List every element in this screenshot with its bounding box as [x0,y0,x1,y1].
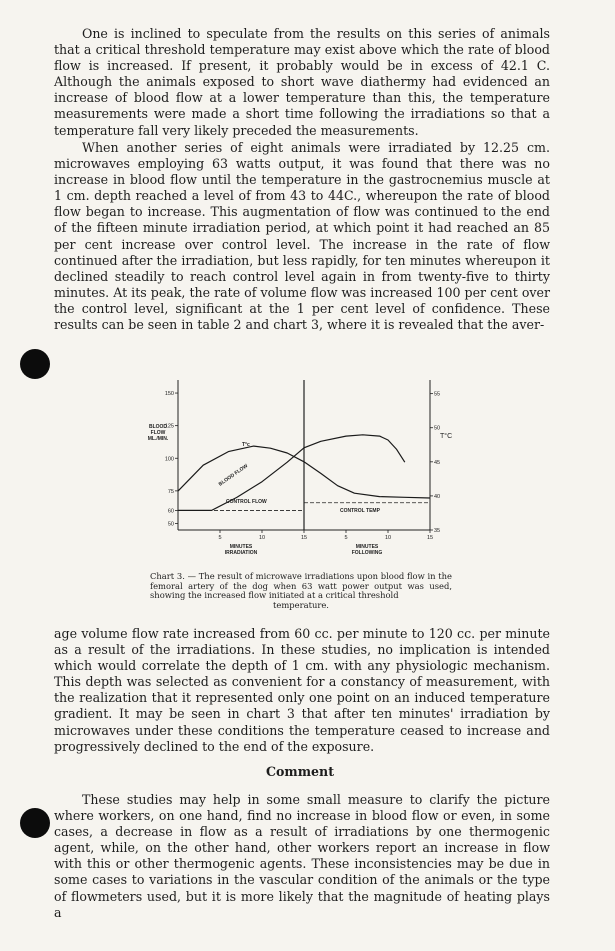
blood-flow-axis-label: BLOOD [148,424,168,430]
caption-end: temperature. [273,599,329,610]
temperature-axis-label: T°C [440,433,453,440]
left-tick-label: 125 [164,423,174,430]
x-axis-label-following: FOLLOWING [351,550,383,556]
x-tick-label: 10 [258,535,266,541]
x-tick-label: 10 [384,535,392,541]
section-heading-comment: Comment [265,764,335,779]
blood-flow-axis-label: FLOW [150,430,166,436]
x-tick-label: 15 [300,535,308,541]
x-axis-label-following: MINUTES [355,544,379,550]
right-tick-label: 55 [434,391,441,398]
right-tick-label: 45 [434,459,441,466]
right-tick-label: 50 [434,425,441,432]
left-tick-label: 50 [167,521,174,528]
x-axis-label-irradiation: IRRADIATION [224,550,258,556]
paragraph-comment: These studies may help in some small measure to clarify the picture where workers, on one hand, find no increase in blood flow or even, in some cases, a decrease in flow as a result of irradiations by one thermogenic agent, while, on the other hand, other workers report an increase in flow with this or other thermogenic agents. These inconsistencies may be due in some cases to variations in the vascular condition of the animals or the type of flowmeters used, but it is more likely that the magnitude of heating plays a [54,792,550,920]
paragraph-volume-flow: age volume flow rate increased from 60 cc. per minute to 120 cc. per minute as a result of the irradiations. In these studies, no implication is intended which would correlate the depth of 1 cm. with any physiologic mechanism. This depth was selected as convenient for a constancy of measurement, with the realization that it represented only one point on an induced temperature gradient. It may be seen in chart 3 that after ten minutes' irradiation by microwaves under these conditions the temperature ceased to increase and progressively declined to the end of the exposure. [54,626,550,754]
punch-hole-top [20,349,50,379]
left-tick-label: 150 [164,391,174,398]
right-tick-label: 35 [434,528,441,534]
right-tick-label: 40 [434,493,441,500]
blood-flow-axis-label: ML./MIN. [147,436,169,442]
temperature-series-label: T°c [242,442,250,448]
paragraph-threshold: One is inclined to speculate from the results on this series of animals that a critical threshold temperature may exist above which the rate of blood flow is increased. If present, it probably would be in excess of 42.1 C. Although the animals exposed to short wave diathermy had evidenced an increase of blood flow at a lower temperature than this, the temperature measurements were made a short time following the irradiations so that a temperature fall very likely preceded the measurements. [54,26,550,138]
blood-flow-line [178,435,405,511]
left-tick-label: 60 [167,508,174,515]
chart-3 [130,368,460,566]
x-tick-label: 15 [426,535,434,541]
caption-text: Chart 3. — The result of microwave irradiations upon blood flow in the femoral artery of the dog when 63 watt power output was used, showing the increased flow initiated at a critical threshold [150,571,452,601]
left-tick-label: 100 [164,456,174,463]
x-tick-label: 5 [218,535,222,541]
control-flow-label: CONTROL FLOW [226,499,267,505]
left-tick-label: 75 [167,488,174,495]
blood-flow-series-label: BLOOD FLOW [217,463,250,488]
control-temp-label: CONTROL TEMP [340,508,380,514]
paragraph-microwave-series: When another series of eight animals were irradiated by 12.25 cm. microwaves employing 63 watts output, it was found that there was no increase in blood flow until the temperature in the gastrocnemius muscle at 1 cm. depth reached a level of from 43 to 44C., whereupon the rate of blood flow began to increase. This augmentation of flow was continued to the end of the fifteen minute irradiation period, at which point it had reached an 85 per cent increase over control level. The increase in the rate of flow continued after the irradiation, but less rapidly, for ten minutes whereupon it declined steadily to reach control level again in from twenty-five to thirty minutes. At its peak, the rate of volume flow was increased 100 per cent over the control level, significant at the 1 per cent level of confidence. These results can be seen in table 2 and chart 3, where it is revealed that the aver- [54,140,550,333]
punch-hole-bottom [20,808,50,838]
chart-caption [150,572,452,610]
x-axis-label-irradiation: MINUTES [229,544,253,550]
x-tick-label: 5 [344,535,348,541]
